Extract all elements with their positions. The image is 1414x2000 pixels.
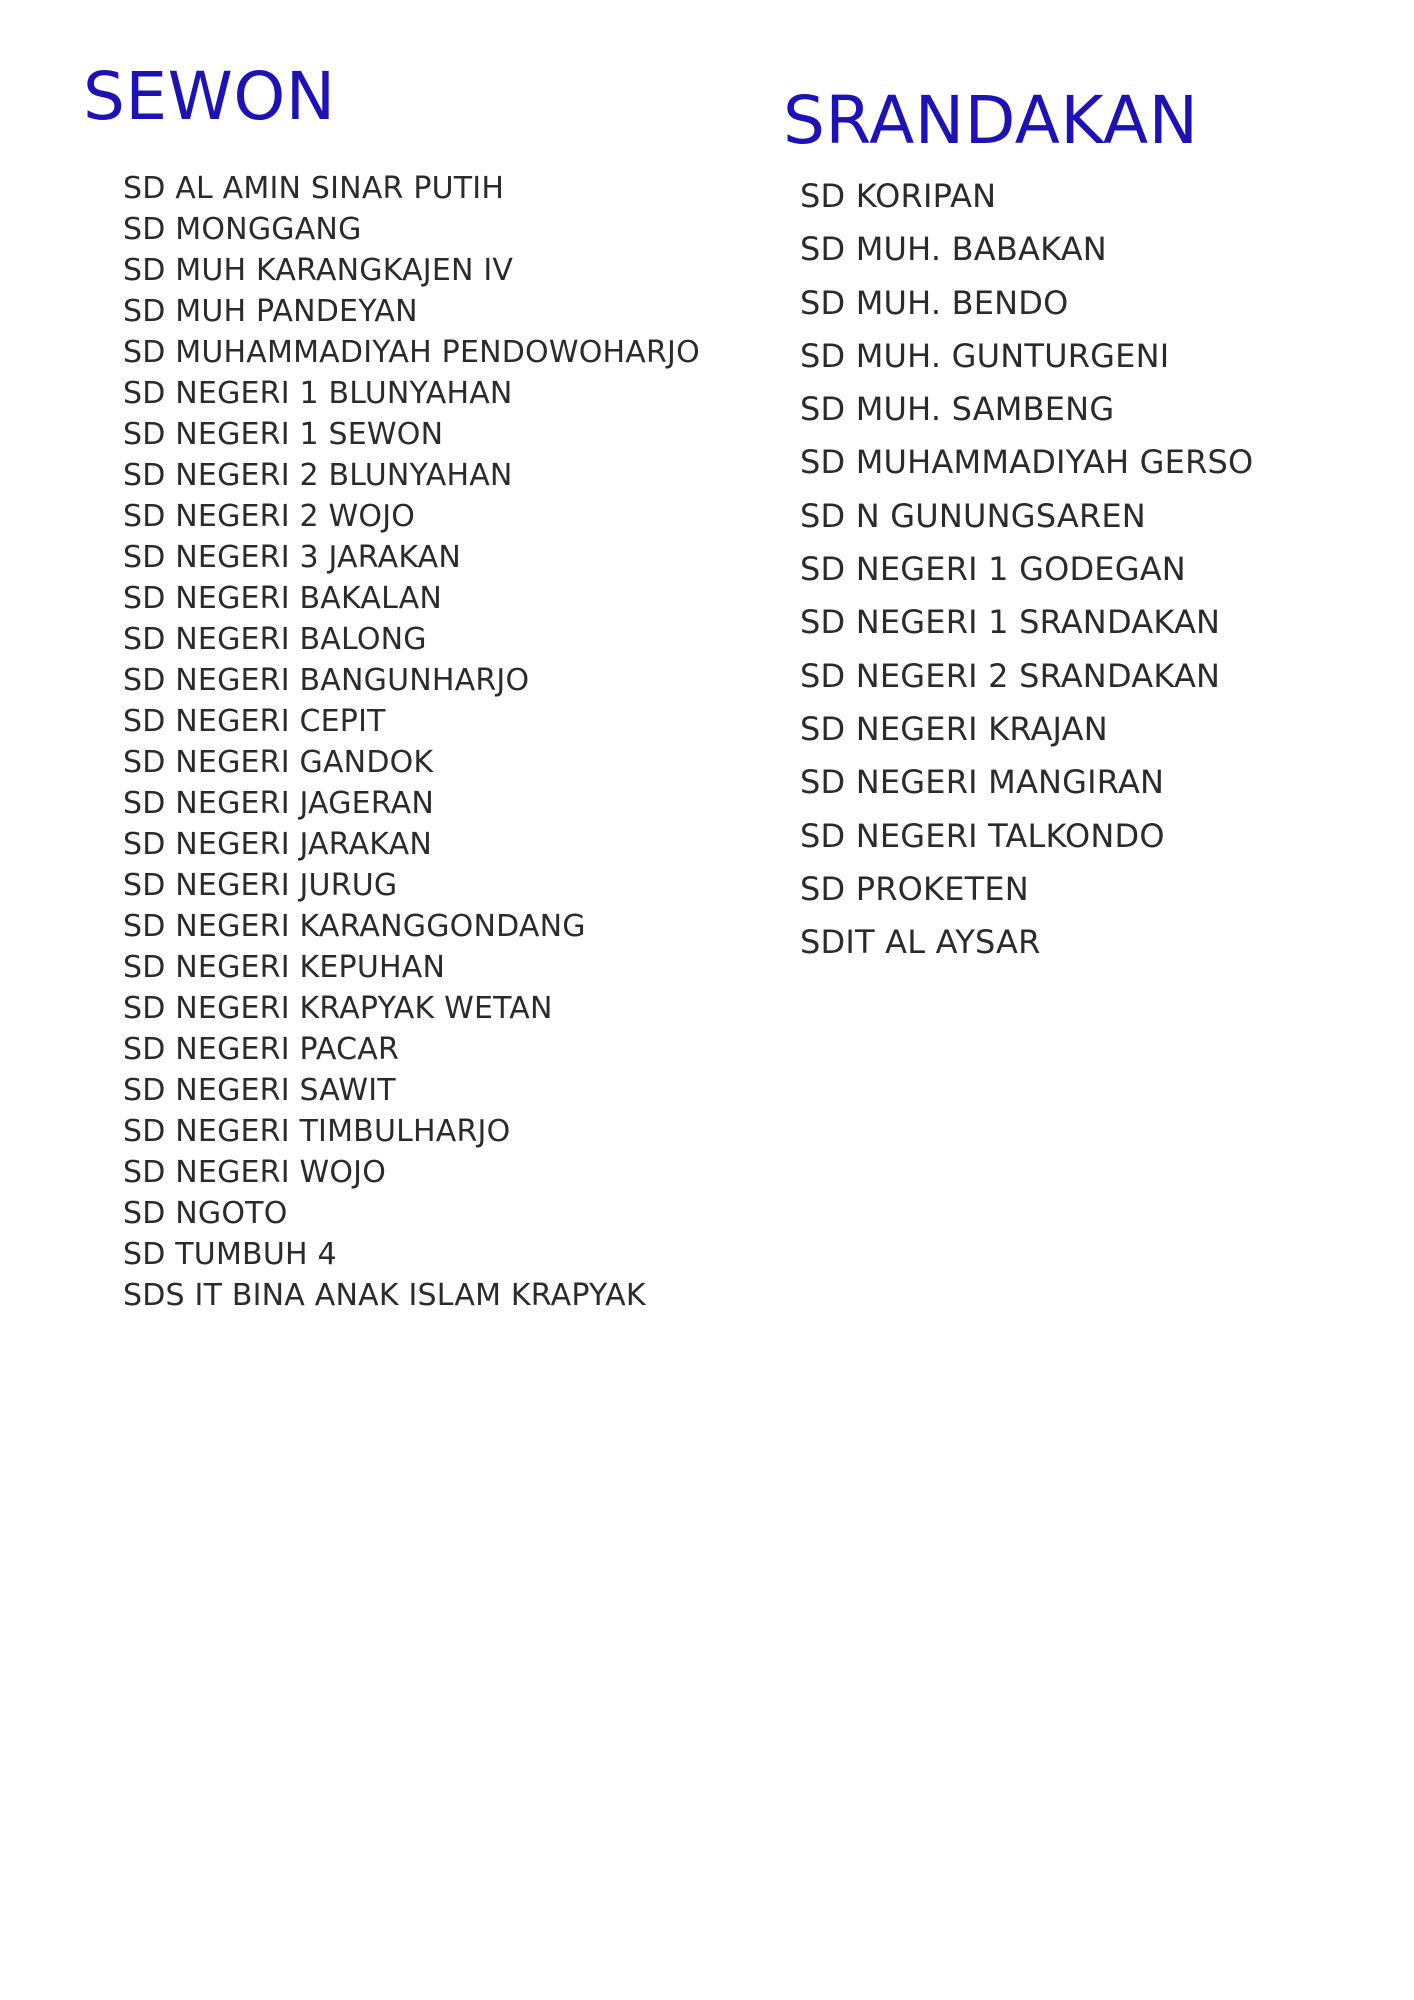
school-list-item: SD NEGERI TALKONDO [800, 816, 1165, 855]
school-list-item: SD NEGERI BAKALAN [123, 581, 443, 616]
school-list-item: SD NEGERI 2 WOJO [123, 499, 416, 534]
school-list-item: SD KORIPAN [800, 177, 997, 215]
school-list-item: SD NEGERI GANDOK [123, 745, 434, 780]
school-list-item: SD MUH. SAMBENG [800, 390, 1115, 429]
school-list-item: SD MUH PANDEYAN [123, 294, 418, 329]
school-list-item: SD NEGERI CEPIT [123, 704, 386, 739]
srandakan-heading: SRANDAKAN [783, 82, 1199, 159]
school-list-item: SD TUMBUH 4 [123, 1237, 337, 1272]
school-list-item: SD NEGERI KRAPYAK WETAN [123, 991, 553, 1026]
srandakan-school-list [800, 170, 1253, 969]
sewon-heading: SEWON [83, 58, 336, 135]
school-list-item: SD NEGERI WOJO [123, 1155, 387, 1190]
school-list-item: SD NEGERI 2 BLUNYAHAN [123, 458, 513, 493]
school-list-item: SD MUH. BABAKAN [800, 230, 1107, 269]
school-list-item: SD NGOTO [123, 1196, 288, 1231]
school-list-item: SD MUH KARANGKAJEN IV [123, 253, 514, 288]
school-list-item: SD NEGERI 1 SRANDAKAN [800, 603, 1221, 642]
school-list-item: SD NEGERI BALONG [123, 622, 427, 657]
school-list-item: SD MUH. BENDO [800, 283, 1069, 322]
school-list-item: SD NEGERI JAGERAN [123, 786, 435, 821]
school-list-item: SD NEGERI 1 BLUNYAHAN [123, 376, 513, 411]
sewon-school-list [123, 168, 700, 1316]
school-list-item: SD NEGERI JARAKAN [123, 827, 433, 862]
school-list-item: SD NEGERI KEPUHAN [123, 950, 446, 985]
school-list-item: SD NEGERI 3 JARAKAN [123, 540, 462, 575]
school-list-item: SDS IT BINA ANAK ISLAM KRAPYAK [123, 1278, 646, 1313]
school-list-item: SD MUH. GUNTURGENI [800, 336, 1170, 375]
school-list-item: SD NEGERI 2 SRANDAKAN [800, 656, 1221, 695]
school-list-item: SD MUHAMMADIYAH GERSO [800, 443, 1254, 482]
school-list-item: SD MONGGANG [123, 212, 362, 247]
school-list-item: SD NEGERI PACAR [123, 1032, 399, 1067]
school-list-item: SD N GUNUNGSAREN [800, 496, 1146, 535]
school-list-item: SD PROKETEN [800, 869, 1029, 908]
school-list-item: SD NEGERI 1 SEWON [123, 417, 444, 452]
school-list-item: SD NEGERI TIMBULHARJO [123, 1114, 511, 1149]
school-list-item: SD NEGERI 1 GODEGAN [800, 550, 1186, 589]
school-list-item: SDIT AL AYSAR [800, 923, 1041, 962]
school-list-item: SD NEGERI SAWIT [123, 1073, 396, 1108]
school-list-item: SD MUHAMMADIYAH PENDOWOHARJO [123, 335, 700, 370]
school-list-item: SD NEGERI JURUG [123, 868, 398, 903]
school-list-item: SD NEGERI KARANGGONDANG [123, 909, 586, 944]
school-list-item: SD AL AMIN SINAR PUTIH [123, 171, 505, 206]
school-list-item: SD NEGERI BANGUNHARJO [123, 663, 530, 698]
school-list-item: SD NEGERI MANGIRAN [800, 763, 1165, 802]
school-list-item: SD NEGERI KRAJAN [800, 709, 1108, 748]
